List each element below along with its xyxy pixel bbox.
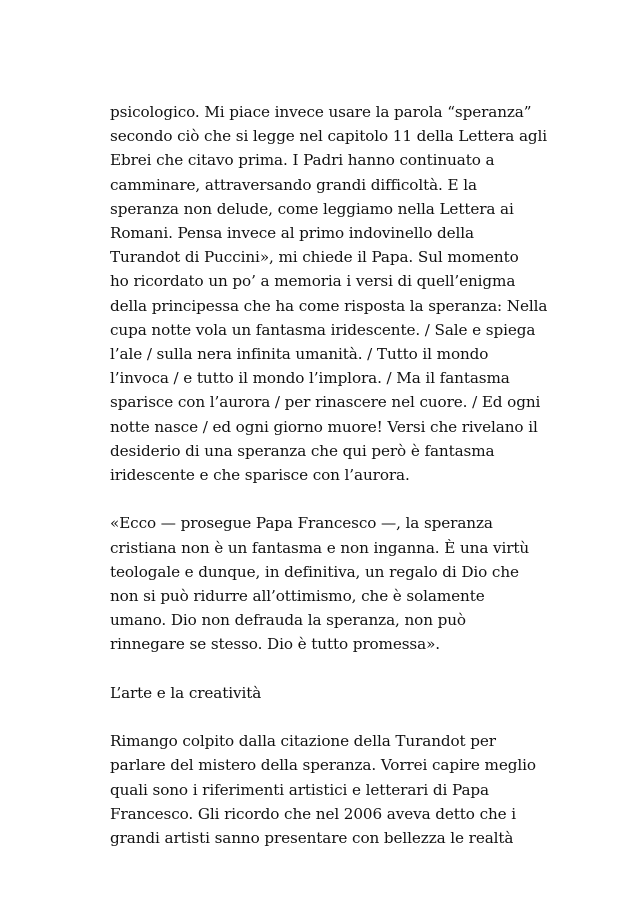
text-line: parlare del mistero della speranza. Vorrei capire meglio — [110, 756, 536, 775]
text-line: Ebrei che citavo prima. I Padri hanno continuato a — [110, 151, 495, 170]
paragraph-speranza-turandot — [110, 100, 550, 487]
text-line: cristiana non è un fantasma e non inganna. È una virtù — [110, 538, 530, 557]
text-line: della principessa che ha come risposta la speranza: Nella — [110, 296, 548, 315]
text-line: umano. Dio non defrauda la speranza, non può — [110, 611, 466, 630]
text-line: secondo ciò che si legge nel capitolo 11 della Lettera agli — [110, 127, 548, 146]
text-line: quali sono i riferimenti artistici e letterari di Papa — [110, 780, 489, 799]
section-heading — [110, 681, 550, 705]
text-line: iridescente e che sparisce con l’aurora. — [110, 466, 410, 485]
text-line: camminare, attraversando grandi difficoltà. E la — [110, 175, 477, 194]
text-line: «Ecco — prosegue Papa Francesco —, la speranza — [110, 514, 493, 533]
text-line: desiderio di una speranza che qui però è fantasma — [110, 441, 495, 460]
text-line: non si può ridurre all’ottimismo, che è solamente — [110, 587, 485, 606]
text-line: speranza non delude, come leggiamo nella Lettera ai — [110, 199, 514, 218]
section-title: L’arte e la creatività — [110, 683, 262, 702]
text-line: psicologico. Mi piace invece usare la parola “speranza” — [110, 103, 532, 121]
document-body — [110, 100, 550, 874]
text-line: Turandot di Puccini», mi chiede il Papa. Sul momento — [110, 248, 519, 267]
paragraph-arte-riferimenti — [110, 729, 550, 850]
text-line: l’ale / sulla nera infinita umanità. / Tutto il mondo — [110, 345, 489, 364]
text-line: Francesco. Gli ricordo che nel 2006 aveva detto che i — [110, 804, 517, 823]
text-line: rinnegare se stesso. Dio è tutto promessa». — [110, 635, 440, 654]
text-line: ho ricordato un po’ a memoria i versi di quell’enigma — [110, 272, 516, 291]
text-line: notte nasce / ed ogni giorno muore! Versi che rivelano il — [110, 417, 538, 436]
paragraph-papa-quote — [110, 511, 550, 656]
text-line: Rimango colpito dalla citazione della Turandot per — [110, 732, 496, 751]
text-line: l’invoca / e tutto il mondo l’implora. / Ma il fantasma — [110, 369, 510, 388]
text-line: grandi artisti sanno presentare con bellezza le realtà — [110, 829, 514, 848]
text-line: sparisce con l’aurora / per rinascere nel cuore. / Ed ogni — [110, 393, 541, 412]
text-line: teologale e dunque, in definitiva, un regalo di Dio che — [110, 562, 519, 581]
text-line: Romani. Pensa invece al primo indovinello della — [110, 224, 474, 243]
text-line: cupa notte vola un fantasma iridescente. / Sale e spiega — [110, 320, 536, 339]
